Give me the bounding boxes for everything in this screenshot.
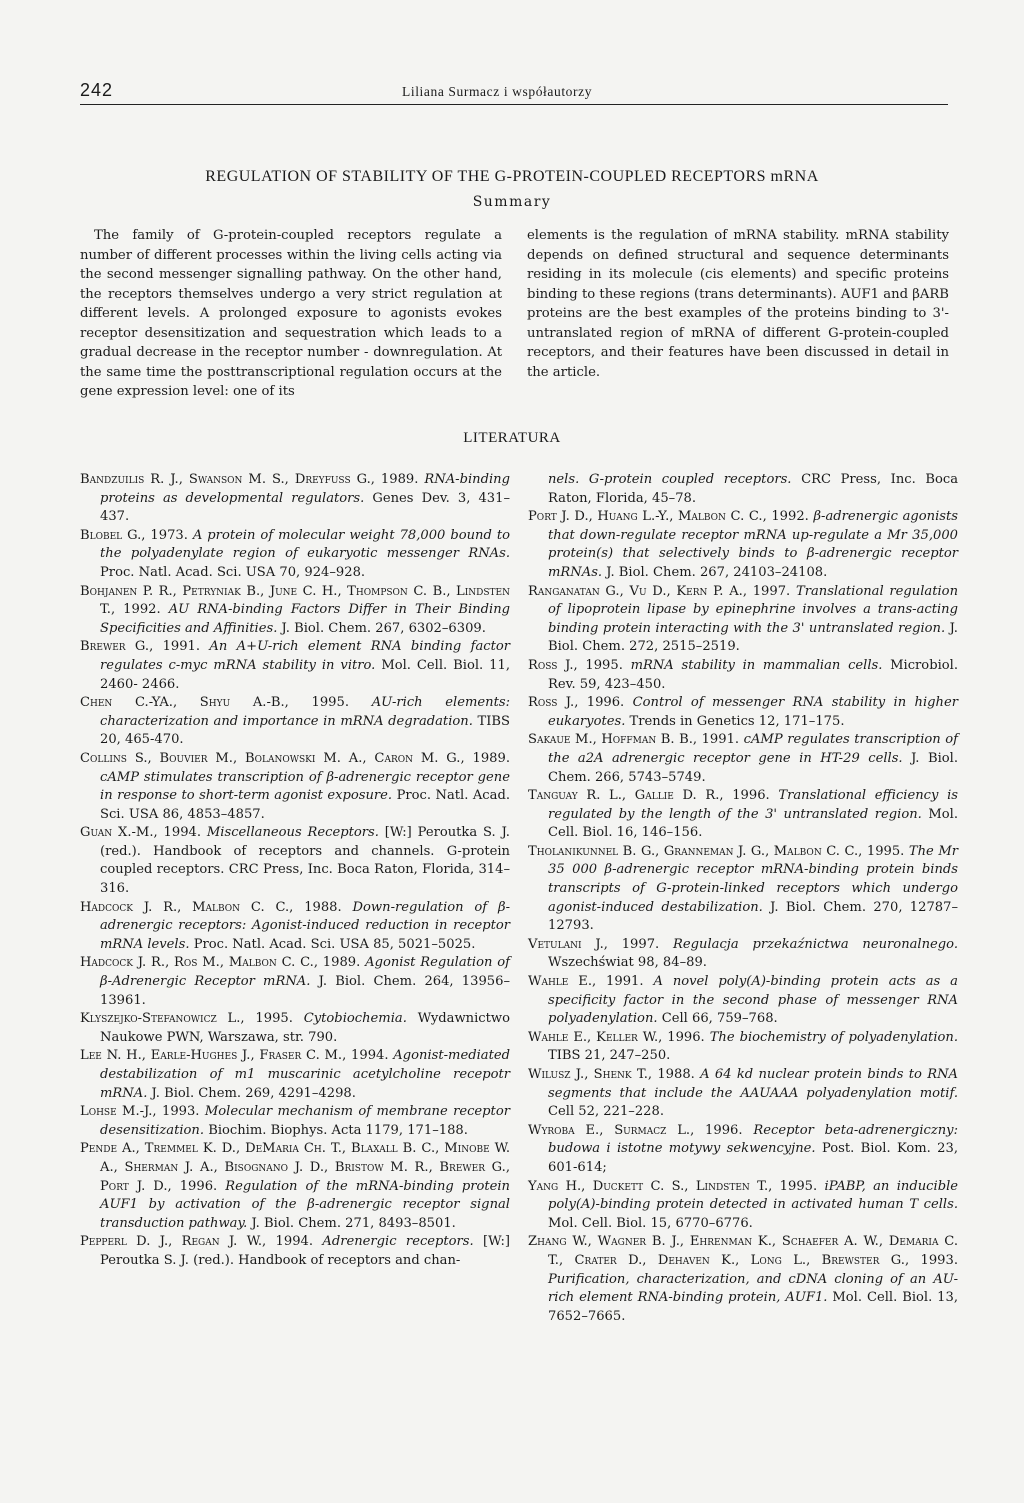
reference-authors: Collins S., Bouvier M., Bolanowski M. A., Caron M. G., 1989. — [80, 750, 510, 766]
reference-authors: Lohse M.-J., 1993. — [80, 1104, 200, 1120]
reference-authors: Ranganatan G., Vu D., Kern P. A., 1997. — [528, 583, 791, 599]
reference-authors: Yang H., Duckett C. S., Lindsten T., 1995. — [528, 1178, 818, 1194]
reference-authors: Sakaue M., Hoffman B. B., 1991. — [528, 732, 740, 748]
reference-entry — [80, 1103, 510, 1140]
reference-source: J. Biol. Chem. 272, 2515–2519. — [548, 620, 958, 655]
reference-authors: Lee N. H., Earle-Hughes J., Fraser C. M., 1994. — [80, 1048, 389, 1064]
reference-entry — [80, 1010, 510, 1047]
reference-entry — [80, 583, 510, 639]
reference-entry — [80, 954, 510, 1010]
reference-title: The Mr 35 000 β-adrenergic receptor mRNA-binding protein binds transcripts of G-protein-linked receptors which undergo agonist-induced destabilization. — [548, 843, 958, 915]
reference-source: J. Biol. Chem. 267, 6302–6309. — [281, 620, 486, 636]
reference-title: nels. G-protein coupled receptors. — [548, 472, 792, 487]
reference-authors: Hadcock J. R., Ros M., Malbon C. C., 1989. — [80, 955, 361, 971]
abstract-left-column: The family of G-protein-coupled receptors regulate a number of different processes within the living cells acting via the second messenger signalling pathway. On the other hand, the receptors themselves undergo a very strict regulation at different levels. A prolonged exposure to agonists evokes receptor desensitization and sequestration which leads to a gradual decrease in the receptor number - downregulation. At the same time the posttranscriptional regulation occurs at the gene expression level: one of its — [80, 228, 502, 399]
reference-authors: Wilusz J., Shenk T., 1988. — [528, 1067, 695, 1082]
reference-title: Down-regulation of β-adrenergic receptors: Agonist-induced reduction in receptor mRNA levels. — [100, 899, 510, 952]
reference-source: Mol. Cell. Biol. 11, 2460- 2466. — [100, 657, 510, 692]
reference-authors: Hadcock J. R., Malbon C. C., 1988. — [80, 899, 342, 915]
reference-source: Wydawnictwo Naukowe PWN, Warszawa, str. 790. — [100, 1011, 510, 1045]
reference-title: cAMP regulates transcription of the a2A adrenergic receptor gene in HT-29 cells. — [548, 732, 958, 766]
reference-authors: Pende A., Tremmel K. D., DeMaria Ch. T., Blaxall B. C., Minobe W. A., Sherman J. A., Bisognano J. D., Bristow M. R., Brewer G., Port J. D., 1996. — [80, 1141, 510, 1194]
reference-entry — [528, 694, 958, 731]
reference-title: Regulacja przekaźnictwa neuronalnego. — [673, 936, 958, 952]
reference-source: Mol. Cell. Biol. 13, 7652–7665. — [548, 1290, 958, 1324]
reference-authors: Vetulani J., 1997. — [528, 936, 660, 952]
reference-authors: Brewer G., 1991. — [80, 639, 201, 655]
reference-source: J. Biol. Chem. 271, 8493–8501. — [251, 1215, 456, 1231]
reference-source: J. Biol. Chem. 266, 5743–5749. — [548, 750, 958, 785]
abstract-right-column: elements is the regulation of mRNA stability. mRNA stability depends on defined structural and sequence determinants residing in its molecule (cis elements) and specific proteins binding to these regions (trans determinants). AUF1 and βARB proteins are the best examples of the proteins binding to 3'-untranslated region of mRNA of different G-protein-coupled receptors, and their features have been discussed in detail in the article. — [527, 228, 949, 380]
reference-source: Microbiol. Rev. 59, 423–450. — [548, 657, 958, 692]
running-head: Liliana Surmacz i współautorzy — [402, 84, 593, 99]
reference-entry — [80, 471, 510, 527]
reference-title: Translational efficiency is regulated by the length of the 3' untranslated region. — [548, 788, 958, 822]
reference-entry — [80, 1140, 510, 1233]
reference-source: Genes Dev. 3, 431–437. — [100, 490, 510, 525]
reference-source: TIBS 21, 247–250. — [548, 1048, 671, 1064]
reference-authors: Tanguay R. L., Gallie D. R., 1996. — [528, 788, 770, 804]
page-number: 242 — [80, 80, 114, 100]
reference-entry — [80, 1233, 510, 1270]
reference-entry — [528, 843, 958, 936]
reference-title: Purification, characterization, and cDNA cloning of an AU-rich element RNA-binding protein, AUF1. — [548, 1271, 958, 1306]
reference-authors: Wyroba E., Surmacz L., 1996. — [528, 1122, 743, 1138]
reference-title: Agonist Regulation of β-Adrenergic Receptor mRNA. — [100, 955, 510, 990]
reference-source: Biochim. Biophys. Acta 1179, 171–188. — [208, 1122, 468, 1138]
reference-authors: Blobel G., 1973. — [80, 527, 188, 543]
reference-source: Wszechświat 98, 84–89. — [548, 955, 707, 971]
reference-entry — [528, 508, 958, 582]
reference-entry — [528, 973, 958, 1029]
reference-source: Proc. Natl. Acad. Sci. USA 70, 924–928. — [100, 564, 366, 580]
reference-entry — [80, 527, 510, 583]
reference-source: Cell 66, 759–768. — [661, 1011, 778, 1027]
reference-authors: Port J. D., Huang L.-Y., Malbon C. C., 1992. — [528, 509, 809, 525]
reference-title: Cytobiochemia. — [303, 1011, 407, 1027]
reference-entry — [528, 1122, 958, 1178]
reference-title: AU RNA-binding Factors Differ in Their Binding Specificities and Affinities. — [100, 602, 511, 636]
reference-source: Cell 52, 221–228. — [548, 1104, 664, 1120]
reference-entry — [528, 1233, 958, 1326]
reference-title: The biochemistry of polyadenylation. — [709, 1029, 958, 1045]
reference-authors: Guan X.-M., 1994. — [80, 825, 202, 841]
article-title: REGULATION OF STABILITY OF THE G-PROTEIN-COUPLED RECEPTORS mRNA — [205, 168, 819, 185]
reference-title: β-adrenergic agonists that down-regulate receptor mRNA up-regulate a Mr 35,000 protein(s) that selectively binds to β-adrenergic receptor mRNAs. — [548, 509, 958, 580]
reference-title: Agonist-mediated destabilization of m1 muscarinic acetylcholine recepotr mRNA. — [100, 1048, 510, 1101]
reference-title: A protein of molecular weight 78,000 bound to the polyadenylate region of eukaryotic messenger RNAs. — [100, 527, 510, 562]
reference-source: Proc. Natl. Acad. Sci. USA 85, 5021–5025. — [193, 936, 476, 952]
reference-authors: Bohjanen P. R., Petryniak B., June C. H., Thompson C. B., Lindsten T., 1992. — [80, 583, 510, 618]
reference-entry — [80, 694, 510, 750]
reference-title: cAMP stimulates transcription of β-adrenergic receptor gene in response to short-term agonist exposure. — [100, 769, 510, 804]
page-header — [80, 80, 948, 105]
reference-source: TIBS 20, 465-470. — [100, 713, 511, 748]
reference-source: [W:] Peroutka S. J. (red.). Handbook of receptors and chan- — [100, 1234, 510, 1268]
reference-source: Mol. Cell. Biol. 16, 146–156. — [548, 806, 958, 841]
reference-entry — [80, 638, 510, 694]
reference-authors: Klyszejko-Stefanowicz L., 1995. — [80, 1011, 293, 1027]
references-right-column — [528, 471, 958, 1326]
reference-source: Proc. Natl. Acad. Sci. USA 86, 4853–4857. — [100, 788, 510, 822]
reference-title: Receptor beta-adrenergiczny: budowa i istotne motywy sekwencyjne. — [548, 1122, 958, 1157]
reference-source: J. Biol. Chem. 269, 4291–4298. — [151, 1085, 356, 1101]
reference-entry — [80, 750, 510, 824]
reference-source: CRC Press, Inc. Boca Raton, Florida, 45–78. — [548, 472, 959, 506]
reference-entry — [528, 936, 958, 973]
reference-entry — [528, 787, 958, 843]
reference-title: An A+U-rich element RNA binding factor regulates c-myc mRNA stability in vitro. — [100, 639, 510, 673]
reference-title: A novel poly(A)-binding protein acts as a specificity factor in the second phase of messenger RNA polyadenylation. — [548, 974, 958, 1027]
reference-authors: Wahle E., Keller W., 1996. — [528, 1029, 705, 1045]
reference-authors: Zhang W., Wagner B. J., Ehrenman K., Schaefer A. W., Demaria C. T., Crater D., Dehaven K., Long L., Brewster G., 1993. — [528, 1234, 958, 1268]
reference-entry — [80, 824, 510, 898]
reference-source: [W:] Peroutka S. J. (red.). Handbook of receptors and channels. G-protein coupled receptors. CRC Press, Inc. Boca Raton, Florida, 314–316. — [100, 825, 510, 897]
reference-title: AU-rich elements: characterization and importance in mRNA degradation. — [100, 695, 510, 729]
reference-title: Miscellaneous Receptors. — [206, 825, 379, 841]
reference-entry — [528, 1066, 958, 1122]
reference-authors: Wahle E., 1991. — [528, 974, 644, 990]
literature-heading: LITERATURA — [463, 430, 561, 446]
reference-title: mRNA stability in mammalian cells. — [630, 657, 883, 673]
reference-title: Adrenergic receptors. — [322, 1234, 474, 1250]
reference-title: A 64 kd nuclear protein binds to RNA segments that include the AAUAAA polyadenylation motif. — [548, 1067, 958, 1101]
reference-authors: Tholanikunnel B. G., Granneman J. G., Malbon C. C., 1995. — [528, 843, 905, 859]
reference-source: J. Biol. Chem. 270, 12787–12793. — [548, 899, 959, 934]
reference-source: J. Biol. Chem. 267, 24103–24108. — [606, 564, 828, 580]
reference-entry — [528, 1178, 958, 1234]
reference-title: iPABP, an inducible poly(A)-binding protein detected in activated human T cells. — [548, 1178, 959, 1213]
reference-source: Trends in Genetics 12, 171–175. — [629, 713, 845, 729]
reference-entry — [528, 731, 958, 787]
reference-source: Post. Biol. Kom. 23, 601-614; — [548, 1141, 958, 1175]
reference-entry — [528, 657, 958, 694]
reference-authors: Ross J., 1995. — [528, 657, 623, 673]
reference-authors: Chen C.-YA., Shyu A.-B., 1995. — [80, 695, 350, 711]
reference-entry — [528, 1029, 958, 1066]
reference-source: Mol. Cell. Biol. 15, 6770–6776. — [548, 1215, 753, 1231]
reference-entry — [528, 583, 958, 657]
summary-heading: Summary — [472, 194, 552, 210]
reference-authors: Pepperl D. J., Regan J. W., 1994. — [80, 1234, 314, 1250]
reference-title: RNA-binding proteins as developmental regulators. — [100, 472, 510, 506]
reference-entry — [80, 1047, 510, 1103]
reference-entry — [528, 471, 958, 508]
reference-authors: Ross J., 1996. — [528, 695, 625, 711]
reference-title: Translational regulation of lipoprotein lipase by epinephrine involves a trans-acting binding protein interacting with the 3' untranslated region. — [548, 583, 959, 636]
reference-authors: Bandzuilis R. J., Swanson M. S., Dreyfuss G., 1989. — [80, 472, 419, 487]
reference-title: Molecular mechanism of membrane receptor desensitization. — [100, 1104, 510, 1138]
reference-entry — [80, 899, 510, 955]
references-left-column — [80, 471, 510, 1271]
reference-source: J. Biol. Chem. 264, 13956–13961. — [100, 974, 510, 1008]
reference-title: Regulation of the mRNA-binding protein AUF1 by activation of the β-adrenergic receptor signal transduction pathway. — [100, 1178, 510, 1231]
reference-title: Control of messenger RNA stability in higher eukaryotes. — [548, 695, 958, 729]
